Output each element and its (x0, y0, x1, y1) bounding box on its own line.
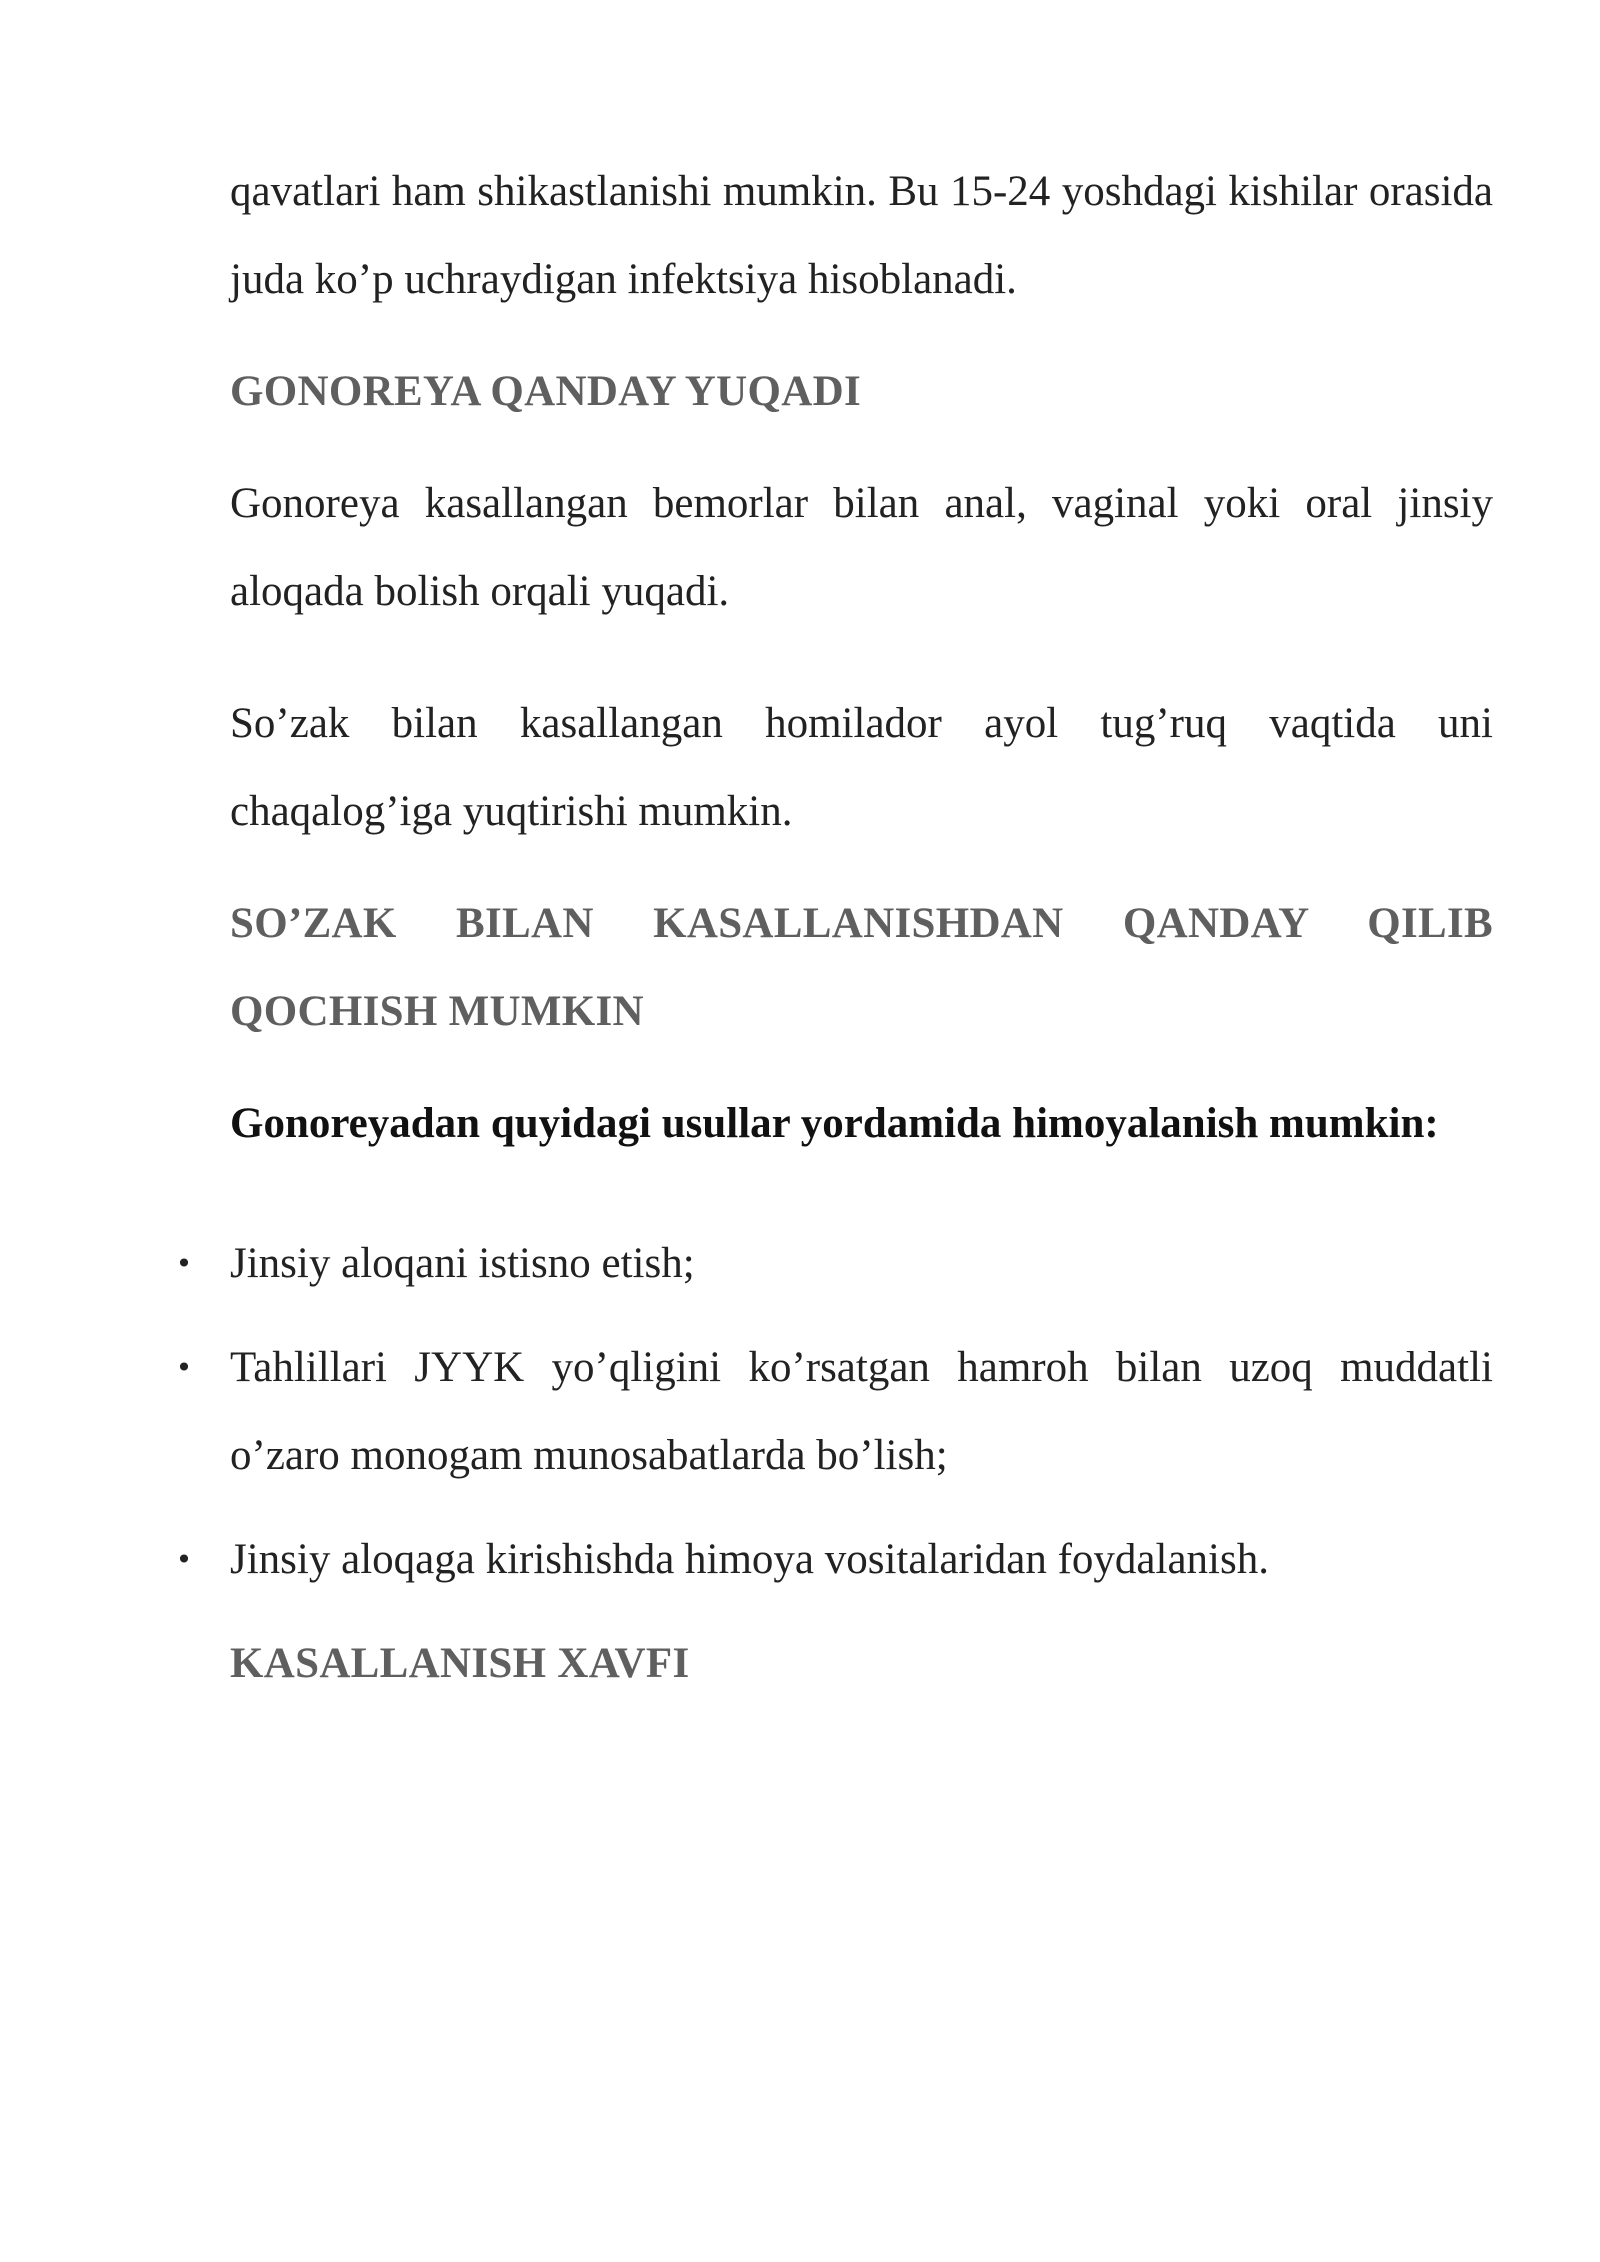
prevention-list (175, 1220, 1493, 1604)
bullet-icon: • (175, 1351, 193, 1384)
spacer (230, 1056, 1493, 1080)
heading-risk: KASALLANISH XAVFI (230, 1640, 690, 1687)
list-item-text: Jinsiy aloqaga kirishishda himoya vositalaridan foydalanish. (230, 1536, 1269, 1583)
spacer (230, 436, 1493, 460)
spacer (230, 324, 1493, 348)
list-item (175, 1220, 1493, 1308)
list-item-text: Tahlillari JYYK yo’qligini ko’rsatgan hamroh bilan uzoq muddatli o’zaro monogam munosabatlarda bo’lish; (230, 1344, 1493, 1479)
intro-paragraph: qavatlari ham shikastlanishi mumkin. Bu 15-24 yoshdagi kishilar orasida juda ko’p uchraydigan infektsiya hisoblanadi. (230, 168, 1493, 303)
list-item-text: Jinsiy aloqani istisno etish; (230, 1240, 695, 1287)
spacer (230, 1168, 1493, 1220)
document-body (175, 148, 1493, 1708)
bullet-icon: • (175, 1247, 193, 1280)
heading-prevention: SO’ZAK BILAN KASALLANISHDAN QANDAY QILIB QOCHISH MUMKIN (230, 900, 1493, 1035)
list-item (175, 1324, 1493, 1500)
prevention-lead: Gonoreyadan quyidagi usullar yordamida himoyalanish mumkin: (230, 1100, 1439, 1147)
transmission-paragraph-1: Gonoreya kasallangan bemorlar bilan anal, vaginal yoki oral jinsiy aloqada bolish orqali yuqadi. (230, 480, 1493, 615)
heading-transmission: GONOREYA QANDAY YUQADI (230, 368, 861, 415)
list-item (175, 1516, 1493, 1604)
spacer (230, 856, 1493, 880)
bullet-icon: • (175, 1543, 193, 1576)
transmission-paragraph-2: So’zak bilan kasallangan homilador ayol tug’ruq vaqtida uni chaqalog’iga yuqtirishi mumkin. (230, 700, 1493, 835)
spacer (230, 636, 1493, 680)
